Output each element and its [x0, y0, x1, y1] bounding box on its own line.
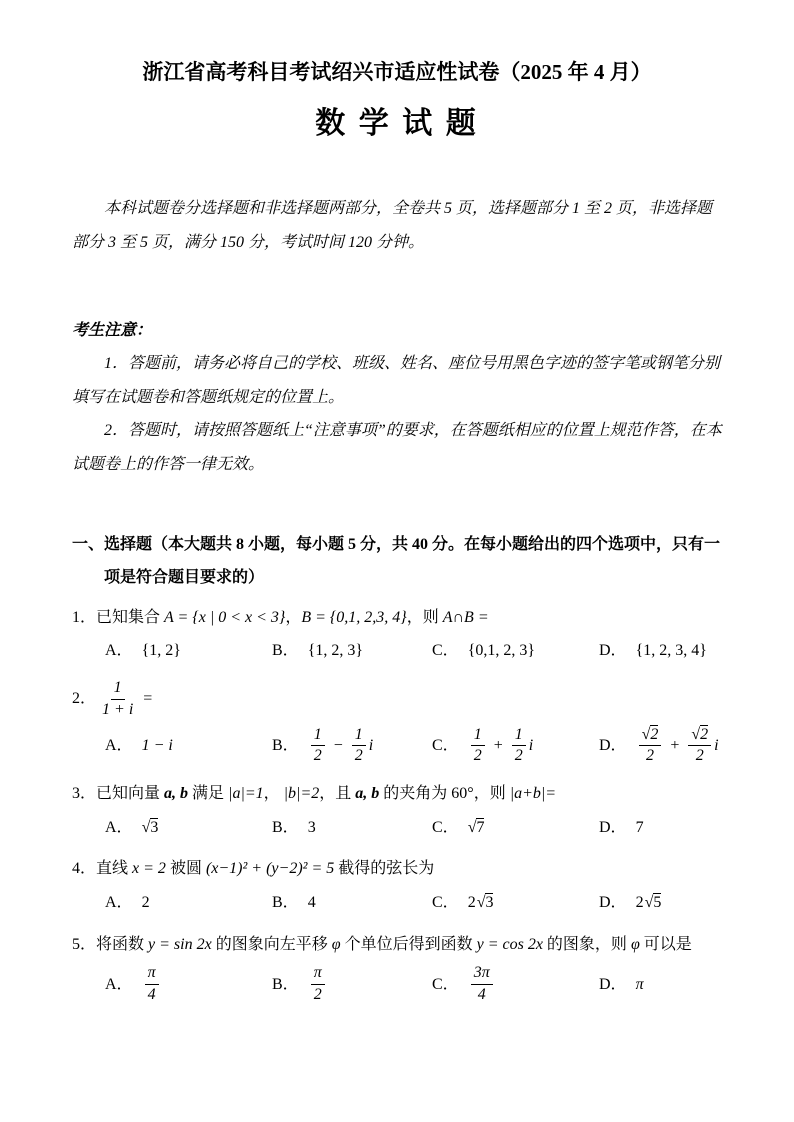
question-1-options: [72, 634, 722, 668]
fraction-denominator: 4: [477, 985, 486, 1003]
question-5: [72, 928, 722, 1008]
question-5-stem: [72, 928, 722, 962]
fraction-numerator: 3π: [471, 963, 493, 985]
radicand: 7: [476, 818, 485, 836]
stem-text: 被圆: [169, 860, 202, 878]
option-value: [142, 811, 159, 845]
notice-heading: 考生注意：: [72, 322, 153, 340]
q5-option-b: [272, 961, 432, 1008]
subject-title: 数 学 试 题: [315, 107, 479, 140]
question-3-stem: [72, 777, 722, 811]
option-label: C．: [432, 818, 459, 836]
stem-math: y = cos 2x: [472, 935, 547, 953]
fraction: [352, 725, 366, 768]
q1-option-b: [272, 634, 432, 668]
option-label: C．: [432, 642, 459, 660]
fraction-denominator: 2: [695, 747, 704, 765]
fraction-numerator: 1: [311, 725, 325, 747]
option-value: {1, 2, 3, 4}: [635, 642, 707, 660]
fraction: [639, 725, 662, 768]
stem-math: B = {0,1, 2,3, 4}: [301, 608, 407, 626]
option-label: B．: [272, 893, 299, 911]
stem-text: ，则: [473, 785, 506, 803]
stem-math: φ: [327, 935, 345, 953]
option-value: 2: [141, 893, 150, 911]
q5-option-c: [432, 961, 599, 1008]
stem-text: 已知向量: [96, 785, 161, 803]
fraction: [311, 725, 325, 768]
radicand: 3: [485, 893, 494, 911]
stem-text: ，: [263, 785, 284, 803]
q3-option-d: [599, 811, 722, 845]
fraction: [471, 725, 485, 768]
stem-text: 已知集合: [96, 608, 161, 626]
question-5-options: [72, 961, 722, 1008]
q5-option-d: [599, 961, 722, 1008]
stem-text: 截得的弦长为: [338, 860, 435, 878]
radical-sign: √: [141, 818, 151, 836]
fraction-denominator: 2: [473, 747, 482, 765]
fraction-denominator: 2: [313, 747, 322, 765]
stem-text: 的图象向左平移: [215, 935, 328, 953]
stem-text: 直线: [96, 860, 129, 878]
question-2-stem: [72, 676, 722, 723]
option-label: D．: [599, 893, 627, 911]
fraction-numerator: 1: [471, 725, 485, 747]
stem-math: =: [143, 689, 153, 707]
question-number: 1．: [72, 608, 97, 626]
question-3: [72, 777, 722, 844]
q3-option-c: [432, 811, 599, 845]
q2-option-c: [432, 723, 599, 770]
fraction-numerator: [639, 725, 662, 747]
option-label: A．: [105, 975, 133, 993]
option-label: B．: [272, 737, 299, 755]
option-label: A．: [105, 642, 133, 660]
radicand: 2: [650, 725, 659, 743]
option-suffix: i: [368, 737, 374, 755]
stem-math: A∩B =: [438, 608, 489, 626]
radicand: 5: [653, 893, 662, 911]
fraction-numerator: π: [311, 963, 325, 985]
fraction-numerator: [688, 725, 711, 747]
option-label: D．: [599, 818, 627, 836]
fraction-numerator: 1: [512, 725, 526, 747]
stem-text: 的图象，则: [546, 935, 627, 953]
stem-text: 满足: [192, 785, 225, 803]
question-number: 4．: [72, 860, 97, 878]
stem-math: y = sin 2x: [144, 935, 216, 953]
option-value: {1, 2}: [141, 642, 181, 660]
stem-math: (x−1)² + (y−2)² = 5: [201, 860, 339, 878]
option-label: A．: [105, 893, 133, 911]
stem-text: 将函数: [96, 935, 145, 953]
option-label: D．: [599, 737, 627, 755]
fraction-numerator: 1: [111, 678, 125, 700]
fraction: [688, 725, 711, 768]
fraction: [99, 678, 136, 721]
notice-item-2: 2．答题时，请按照答题纸上“注意事项”的要求，在答题纸相应的位置上规范作答，在本试题卷上的作答一律无效。: [72, 422, 722, 473]
option-label: B．: [272, 975, 299, 993]
question-4-stem: [72, 852, 722, 886]
fraction: [145, 963, 159, 1006]
q3-option-a: [105, 811, 272, 845]
stem-math: |a|=1: [224, 785, 264, 803]
exam-title: 浙江省高考科目考试绍兴市适应性试卷（2025 年 4 月）: [142, 60, 652, 84]
option-label: B．: [272, 818, 299, 836]
question-number: 5．: [72, 935, 97, 953]
stem-math: a, b: [160, 785, 193, 803]
coefficient: 2: [635, 893, 644, 911]
fraction-denominator: 2: [354, 747, 363, 765]
exam-intro-paragraph: 本科试题卷分选择题和非选择题两部分，全卷共 5 页，选择题部分 1 至 2 页，非选择题部分 3 至 5 页，满分 150 分，考试时间 120 分钟。: [72, 200, 713, 251]
option-value: π: [635, 975, 644, 993]
question-number: 3．: [72, 785, 97, 803]
stem-math: A = {x | 0 < x < 3}: [160, 608, 286, 626]
notice-section: [72, 315, 722, 481]
question-1-stem: [72, 601, 722, 635]
operator: −: [333, 737, 343, 755]
option-value: 7: [635, 818, 644, 836]
stem-math: 60°: [447, 785, 474, 803]
fraction: [471, 963, 493, 1006]
fraction-denominator: 2: [313, 985, 322, 1003]
q1-option-d: [599, 634, 722, 668]
option-value: [468, 811, 485, 845]
q4-option-a: [105, 886, 272, 920]
radical-sign: √: [476, 893, 486, 911]
option-label: C．: [432, 737, 459, 755]
option-value: 4: [307, 893, 316, 911]
fraction-denominator: 2: [514, 747, 523, 765]
stem-math: |a+b|=: [505, 785, 557, 803]
option-suffix: i: [714, 737, 719, 755]
option-value: {1, 2, 3}: [307, 642, 364, 660]
option-value: [636, 886, 662, 920]
radical-sign: √: [691, 725, 701, 743]
q1-option-a: [105, 634, 272, 668]
radical-sign: √: [644, 893, 654, 911]
fraction-denominator: 2: [645, 747, 654, 765]
q4-option-d: [599, 886, 722, 920]
question-2-options: [72, 723, 722, 770]
stem-math: a, b: [351, 785, 384, 803]
question-number: 2．: [72, 689, 97, 707]
coefficient: 2: [467, 893, 476, 911]
stem-math: x = 2: [128, 860, 170, 878]
operator: +: [670, 737, 680, 755]
question-4: [72, 852, 722, 919]
option-label: C．: [432, 975, 459, 993]
stem-math: φ: [626, 935, 644, 953]
q4-option-c: [432, 886, 599, 920]
option-label: D．: [599, 975, 627, 993]
fraction-denominator: 1 + i: [102, 700, 134, 718]
question-4-options: [72, 886, 722, 920]
fraction-numerator: π: [145, 963, 159, 985]
fraction-denominator: 4: [147, 985, 156, 1003]
stem-text: ，: [285, 608, 302, 626]
fraction: [512, 725, 526, 768]
option-label: A．: [105, 737, 133, 755]
q4-option-b: [272, 886, 432, 920]
q5-option-a: [105, 961, 272, 1008]
question-3-options: [72, 811, 722, 845]
q2-option-d: [599, 723, 722, 770]
q1-option-c: [432, 634, 599, 668]
option-suffix: i: [528, 737, 534, 755]
question-1: [72, 601, 722, 668]
q2-option-a: [105, 723, 272, 770]
q3-option-b: [272, 811, 432, 845]
stem-text: 个单位后得到函数: [344, 935, 473, 953]
operator: +: [493, 737, 503, 755]
radicand: 3: [150, 818, 159, 836]
fraction-numerator: 1: [352, 725, 366, 747]
radical-sign: √: [467, 818, 477, 836]
fraction: [311, 963, 325, 1006]
option-label: A．: [105, 818, 133, 836]
stem-math: |b|=2: [283, 785, 320, 803]
option-value: 1 − i: [141, 737, 173, 755]
option-value: 3: [307, 818, 316, 836]
section-choice-heading: 一、选择题（本大题共 8 小题，每小题 5 分，共 40 分。在每小题给出的四个选项中，只有一项是符合题目要求的）: [72, 535, 721, 587]
stem-text: 可以是: [643, 935, 692, 953]
question-2: [72, 676, 722, 769]
option-label: B．: [272, 642, 299, 660]
stem-text: ，则: [406, 608, 439, 626]
notice-item-1: 1．答题前，请务必将自己的学校、班级、姓名、座位号用黑色字迹的签字笔或钢笔分别填写在试题卷和答题纸规定的位置上。: [72, 355, 721, 406]
option-label: C．: [432, 893, 459, 911]
option-label: D．: [599, 642, 627, 660]
stem-text: ，且: [319, 785, 352, 803]
radicand: 2: [700, 725, 709, 743]
stem-text: 的夹角为: [383, 785, 448, 803]
radical-sign: √: [641, 725, 651, 743]
q2-option-b: [272, 723, 432, 770]
option-value: [468, 886, 494, 920]
option-value: {0,1, 2, 3}: [467, 642, 536, 660]
